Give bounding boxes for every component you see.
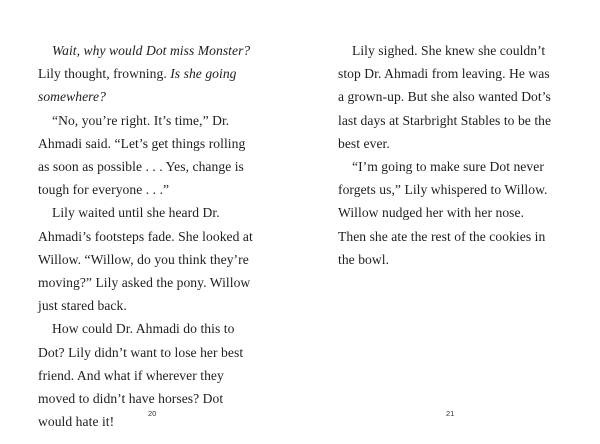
text-run: “No, you’re right. It’s time,” Dr. — [52, 112, 230, 128]
text-line — [338, 225, 570, 248]
text-run: would hate it! — [38, 414, 115, 430]
text-line — [38, 248, 266, 271]
italic-text: Is she going — [170, 66, 237, 82]
text-line — [338, 132, 570, 155]
text-run: Ahmadi’s footsteps fade. She looked at — [38, 228, 253, 244]
text-line — [338, 201, 570, 224]
text-run: stop Dr. Ahmadi from leaving. He was — [338, 66, 550, 82]
text-run: Willow nudged her with her nose. — [338, 205, 525, 221]
right-page-text — [338, 39, 570, 271]
text-run: tough for everyone . . .” — [38, 182, 170, 198]
text-line — [338, 248, 570, 271]
text-run: just stared back. — [38, 298, 127, 314]
text-line — [338, 155, 570, 178]
paragraph — [38, 39, 266, 109]
text-run: friend. And what if wherever they — [38, 367, 224, 383]
text-run: best ever. — [338, 135, 390, 151]
text-run: Then she ate the rest of the cookies in — [338, 228, 546, 244]
text-line — [38, 387, 266, 410]
text-run: a grown-up. But she also wanted Dot’s — [338, 89, 551, 105]
text-line — [38, 201, 266, 224]
right-page — [300, 0, 600, 444]
text-run: “I’m going to make sure Dot never — [352, 159, 544, 175]
text-line — [38, 39, 266, 62]
text-run: as soon as possible . . . Yes, change is — [38, 159, 244, 175]
text-line — [38, 271, 266, 294]
text-line — [338, 62, 570, 85]
text-run: How could Dr. Ahmadi do this to — [52, 321, 235, 337]
text-run: Lily waited until she heard Dr. — [52, 205, 220, 221]
text-line — [38, 85, 266, 108]
text-line — [38, 109, 266, 132]
text-line — [38, 225, 266, 248]
paragraph — [38, 201, 266, 317]
paragraph — [338, 39, 570, 155]
text-line — [38, 155, 266, 178]
right-page-number: 21 — [446, 409, 455, 418]
text-line — [38, 341, 266, 364]
italic-text: somewhere? — [38, 89, 106, 105]
text-run: moved to didn’t have horses? Dot — [38, 391, 224, 407]
text-run: forgets us,” Lily whispered to Willow. — [338, 182, 548, 198]
text-line — [38, 132, 266, 155]
text-line — [38, 317, 266, 340]
text-run: Dot? Lily didn’t want to lose her best — [38, 344, 244, 360]
paragraph — [38, 109, 266, 202]
left-page-text — [38, 39, 266, 433]
text-line — [338, 178, 570, 201]
text-line — [38, 294, 266, 317]
text-run: Lily sighed. She knew she couldn’t — [352, 43, 546, 58]
italic-text: Wait, why would Dot miss Monster? — [52, 43, 251, 58]
text-line — [38, 178, 266, 201]
text-run: last days at Starbright Stables to be the — [338, 112, 552, 128]
text-run: moving?” Lily asked the pony. Willow — [38, 275, 251, 291]
text-run: Ahmadi said. “Let’s get things rolling — [38, 135, 246, 151]
text-line — [38, 62, 266, 85]
text-run: Willow. “Willow, do you think they’re — [38, 251, 249, 267]
text-line — [338, 39, 570, 62]
text-run: the bowl. — [338, 251, 390, 267]
paragraph — [338, 155, 570, 271]
left-page-number: 20 — [148, 409, 157, 418]
text-line — [338, 85, 570, 108]
text-line — [338, 109, 570, 132]
text-run: Lily thought, frowning. — [38, 66, 171, 82]
text-line — [38, 364, 266, 387]
